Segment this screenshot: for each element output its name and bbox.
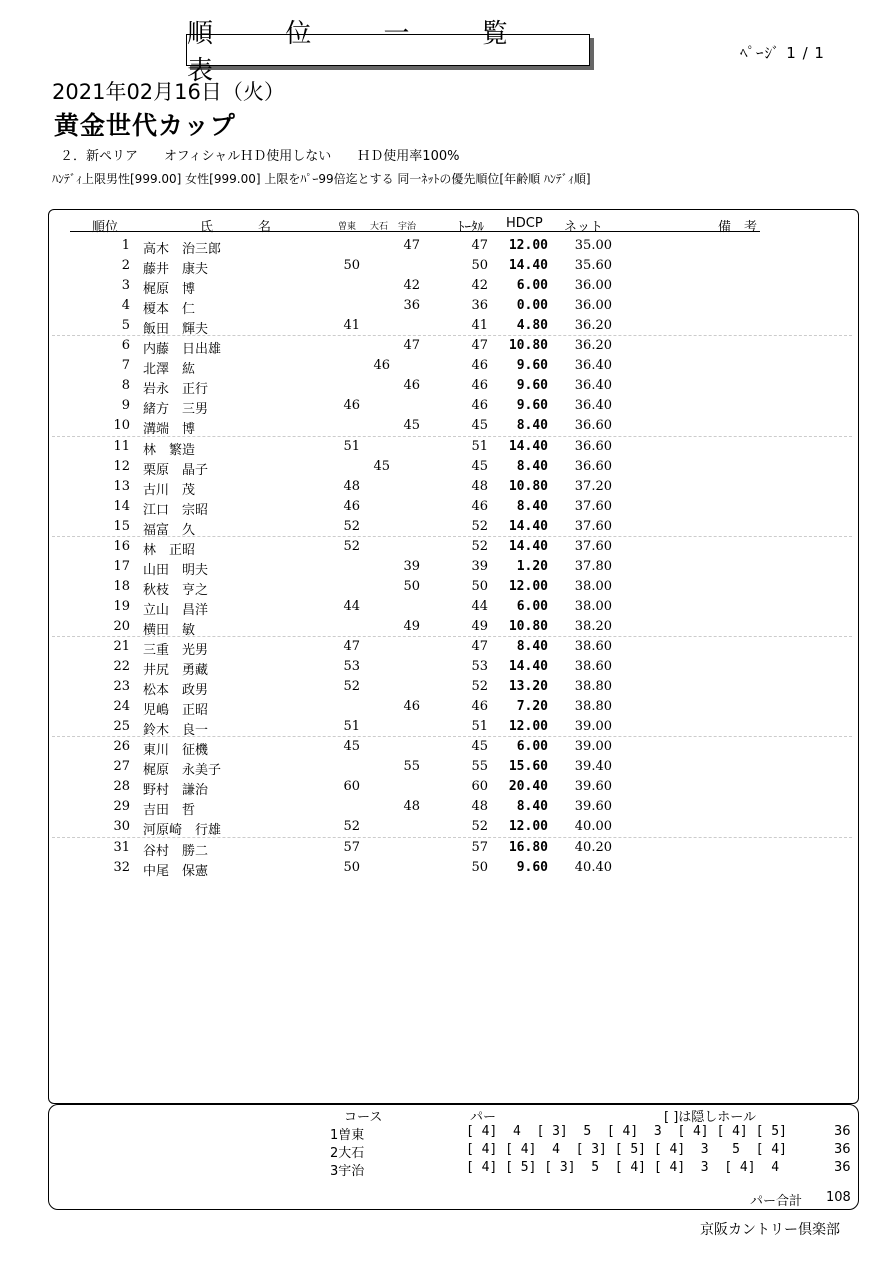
net-cell: 37.80: [574, 558, 612, 574]
total-cell: 47: [471, 338, 488, 354]
course1-score-cell: 41: [343, 318, 360, 334]
total-cell: 42: [471, 278, 488, 294]
table-row: [0, 717, 893, 737]
course1-score-cell: 51: [343, 438, 360, 454]
rank-cell: 18: [113, 578, 130, 594]
name-cell: 秋枝 亨之: [143, 582, 209, 598]
table-row: [0, 617, 893, 637]
col-header-course-3: 宇治: [398, 222, 417, 232]
rank-cell: 28: [113, 779, 130, 795]
rank-cell: 10: [113, 418, 130, 434]
net-cell: 36.40: [574, 358, 612, 374]
rank-cell: 30: [113, 819, 130, 835]
course-total-3: 36: [834, 1160, 851, 1175]
course3-score-cell: 50: [403, 578, 420, 594]
rank-cell: 21: [113, 639, 130, 654]
course1-score-cell: 47: [343, 639, 360, 654]
net-cell: 37.60: [574, 538, 612, 554]
net-cell: 39.40: [574, 759, 612, 775]
hdcp-cell: 14.40: [508, 438, 548, 454]
table-row: [0, 858, 893, 878]
table-row: [0, 838, 893, 858]
hdcp-cell: 12.00: [508, 578, 548, 594]
course-holes-3: [ 4] [ 5] [ 3] 5 [ 4] [ 4] 3 [ 4] 4: [466, 1160, 787, 1175]
course1-score-cell: 60: [343, 779, 360, 795]
course1-score-cell: 57: [343, 839, 360, 855]
rank-cell: 2: [121, 258, 130, 274]
hdcp-cell: 10.80: [508, 338, 548, 354]
name-cell: 立山 昌洋: [143, 602, 209, 618]
rank-cell: 14: [113, 498, 130, 514]
col-header-total: ﾄｰﾀﾙ: [458, 220, 484, 235]
par-label: パー: [470, 1110, 497, 1125]
name-cell: 松本 政男: [143, 683, 209, 699]
net-cell: 36.20: [574, 338, 612, 354]
table-row: [0, 416, 893, 436]
name-cell: 福富 久: [143, 522, 196, 538]
name-cell: 藤井 康夫: [143, 262, 209, 278]
course1-score-cell: 45: [343, 739, 360, 755]
hdcp-cell: 8.40: [516, 799, 548, 815]
hdcp-cell: 12.00: [508, 238, 548, 253]
net-cell: 38.80: [574, 679, 612, 695]
total-cell: 51: [471, 719, 488, 735]
hdcp-cell: 4.80: [516, 318, 548, 334]
hdcp-cell: 9.60: [516, 859, 548, 875]
table-row: [0, 316, 893, 336]
club-name: 京阪カントリー倶楽部: [700, 1222, 840, 1238]
name-cell: 山田 明夫: [143, 562, 209, 578]
net-cell: 38.00: [574, 578, 612, 594]
course3-score-cell: 46: [403, 699, 420, 715]
course1-score-cell: 53: [343, 659, 360, 675]
col-header-hdcp: HDCP: [506, 216, 543, 231]
name-cell: 江口 宗昭: [143, 502, 209, 518]
net-cell: 38.60: [574, 639, 612, 654]
hdcp-cell: 14.40: [508, 258, 548, 274]
rank-cell: 27: [113, 759, 130, 775]
rank-cell: 17: [113, 558, 130, 574]
course3-score-cell: 45: [403, 418, 420, 434]
table-row: [0, 677, 893, 697]
name-cell: 栗原 晶子: [143, 462, 209, 478]
hdcp-cell: 8.40: [516, 458, 548, 474]
table-row: [0, 517, 893, 537]
net-cell: 40.20: [574, 839, 612, 855]
par-total-value: 108: [826, 1190, 851, 1205]
rank-cell: 9: [121, 398, 130, 414]
net-cell: 39.00: [574, 719, 612, 735]
total-cell: 45: [471, 418, 488, 434]
table-row: [0, 477, 893, 497]
course-name-3: 3宇治: [330, 1164, 365, 1179]
table-row: [0, 236, 893, 256]
net-cell: 40.00: [574, 819, 612, 835]
course3-score-cell: 47: [403, 338, 420, 354]
course3-score-cell: 39: [403, 558, 420, 574]
page-title: 順 位 一 覧 表: [186, 34, 590, 66]
name-cell: 谷村 勝二: [143, 843, 209, 859]
net-cell: 39.60: [574, 799, 612, 815]
name-cell: 林 繁造: [143, 442, 196, 458]
rank-cell: 24: [113, 699, 130, 715]
table-row: [0, 457, 893, 477]
col-header-name-2: 名: [258, 220, 272, 235]
total-cell: 46: [471, 398, 488, 414]
hdcp-cell: 1.20: [516, 558, 548, 574]
hdcp-cell: 6.00: [516, 739, 548, 755]
net-cell: 36.20: [574, 318, 612, 334]
name-cell: 北澤 紘: [143, 362, 196, 378]
event-date: 2021年02月16日（火）: [52, 80, 285, 104]
table-row: [0, 396, 893, 416]
total-cell: 52: [471, 679, 488, 695]
course-label: コース: [344, 1110, 383, 1125]
net-cell: 38.00: [574, 598, 612, 614]
hdcp-cell: 16.80: [508, 839, 548, 855]
total-cell: 57: [471, 839, 488, 855]
total-cell: 50: [471, 578, 488, 594]
rank-cell: 29: [113, 799, 130, 815]
name-cell: 梶原 博: [143, 282, 196, 298]
total-cell: 47: [471, 639, 488, 654]
course3-score-cell: 55: [403, 759, 420, 775]
course1-score-cell: 44: [343, 598, 360, 614]
name-cell: 岩永 正行: [143, 382, 209, 398]
hdcp-cell: 8.40: [516, 498, 548, 514]
hdcp-cell: 20.40: [508, 779, 548, 795]
total-cell: 52: [471, 518, 488, 534]
net-cell: 36.40: [574, 378, 612, 394]
rank-cell: 13: [113, 478, 130, 494]
total-cell: 55: [471, 759, 488, 775]
name-cell: 緒方 三男: [143, 402, 209, 418]
hidden-hole-note: [ ]は隠しホール: [664, 1110, 757, 1125]
course3-score-cell: 36: [403, 298, 420, 314]
course1-score-cell: 48: [343, 478, 360, 494]
table-row: [0, 356, 893, 376]
condition-line-2: ﾊﾝﾃﾞｨ上限男性[999.00] 女性[999.00] 上限をﾊﾟｰ99倍迄とする 同一ﾈｯﾄの優先順位[年齢順 ﾊﾝﾃﾞｨ順]: [52, 172, 591, 186]
net-cell: 37.60: [574, 518, 612, 534]
hdcp-cell: 9.60: [516, 398, 548, 414]
rank-cell: 32: [113, 859, 130, 875]
course1-score-cell: 52: [343, 518, 360, 534]
table-row: [0, 657, 893, 677]
net-cell: 35.60: [574, 258, 612, 274]
name-cell: 高木 治三郎: [143, 242, 222, 257]
hdcp-cell: 14.40: [508, 659, 548, 675]
hdcp-cell: 8.40: [516, 418, 548, 434]
course-name-2: 2大石: [330, 1146, 365, 1161]
table-row: [0, 336, 893, 356]
table-row: [0, 577, 893, 597]
course3-score-cell: 46: [403, 378, 420, 394]
table-row: [0, 597, 893, 617]
net-cell: 39.60: [574, 779, 612, 795]
hdcp-cell: 12.00: [508, 819, 548, 835]
total-cell: 39: [471, 558, 488, 574]
course3-score-cell: 49: [403, 618, 420, 634]
name-cell: 内藤 日出雄: [143, 342, 222, 358]
course1-score-cell: 50: [343, 258, 360, 274]
course1-score-cell: 50: [343, 859, 360, 875]
name-cell: 東川 征機: [143, 743, 209, 759]
col-header-course-1: 曽東: [338, 222, 357, 232]
header-divider: [70, 231, 760, 232]
hdcp-cell: 0.00: [516, 298, 548, 314]
net-cell: 36.00: [574, 278, 612, 294]
name-cell: 林 正昭: [143, 542, 196, 558]
col-header-course-2: 大石: [370, 222, 389, 232]
course-holes-2: [ 4] [ 4] 4 [ 3] [ 5] [ 4] 3 5 [ 4]: [466, 1142, 787, 1157]
event-name: 黄金世代カップ: [54, 111, 236, 140]
course-holes-1: [ 4] 4 [ 3] 5 [ 4] 3 [ 4] [ 4] [ 5]: [466, 1124, 787, 1139]
table-row: [0, 797, 893, 817]
name-cell: 児嶋 正昭: [143, 703, 209, 719]
course2-score-cell: 46: [373, 358, 390, 374]
rank-cell: 4: [121, 298, 130, 314]
net-cell: 36.00: [574, 298, 612, 314]
name-cell: 古川 茂: [143, 482, 196, 498]
table-row: [0, 637, 893, 657]
rank-cell: 20: [113, 618, 130, 634]
col-header-rank: 順位: [92, 220, 119, 235]
table-row: [0, 276, 893, 296]
total-cell: 44: [471, 598, 488, 614]
total-cell: 45: [471, 739, 488, 755]
total-cell: 50: [471, 859, 488, 875]
hdcp-cell: 6.00: [516, 278, 548, 294]
total-cell: 45: [471, 458, 488, 474]
total-cell: 46: [471, 358, 488, 374]
total-cell: 49: [471, 618, 488, 634]
total-cell: 53: [471, 659, 488, 675]
total-cell: 41: [471, 318, 488, 334]
name-cell: 井尻 勇藏: [143, 663, 209, 679]
rank-cell: 22: [113, 659, 130, 675]
name-cell: 横田 敏: [143, 622, 196, 638]
table-row: [0, 376, 893, 396]
course-name-1: 1曽東: [330, 1128, 365, 1143]
table-row: [0, 497, 893, 517]
total-cell: 50: [471, 258, 488, 274]
net-cell: 38.60: [574, 659, 612, 675]
net-cell: 38.20: [574, 618, 612, 634]
name-cell: 野村 謙治: [143, 783, 209, 799]
course1-score-cell: 52: [343, 679, 360, 695]
total-cell: 52: [471, 819, 488, 835]
course-total-2: 36: [834, 1142, 851, 1157]
table-row: [0, 817, 893, 837]
hdcp-cell: 9.60: [516, 378, 548, 394]
course3-score-cell: 48: [403, 799, 420, 815]
rank-cell: 19: [113, 598, 130, 614]
table-row: [0, 697, 893, 717]
rank-cell: 5: [121, 318, 130, 334]
col-header-name-1: 氏: [200, 220, 214, 235]
page-number: ﾍﾟｰｼﾞ 1 / 1: [740, 44, 825, 62]
rank-cell: 31: [113, 839, 130, 855]
rank-cell: 23: [113, 679, 130, 695]
condition-line-1: ２．新ペリア オフィシャルＨＤ使用しない ＨＤ使用率100%: [60, 149, 460, 164]
course1-score-cell: 46: [343, 398, 360, 414]
hdcp-cell: 10.80: [508, 618, 548, 634]
rank-cell: 1: [121, 238, 130, 253]
table-row: [0, 437, 893, 457]
course1-score-cell: 52: [343, 819, 360, 835]
name-cell: 榎本 仁: [143, 302, 196, 318]
table-row: [0, 256, 893, 276]
course1-score-cell: 52: [343, 538, 360, 554]
name-cell: 三重 光男: [143, 643, 209, 658]
total-cell: 47: [471, 238, 488, 253]
rank-cell: 15: [113, 518, 130, 534]
name-cell: 中尾 保憲: [143, 863, 209, 879]
course1-score-cell: 46: [343, 498, 360, 514]
hdcp-cell: 15.60: [508, 759, 548, 775]
rank-cell: 16: [113, 538, 130, 554]
table-row: [0, 757, 893, 777]
hdcp-cell: 14.40: [508, 518, 548, 534]
rank-cell: 6: [121, 338, 130, 354]
net-cell: 37.20: [574, 478, 612, 494]
rank-cell: 8: [121, 378, 130, 394]
table-row: [0, 296, 893, 316]
rank-cell: 11: [113, 438, 130, 454]
net-cell: 39.00: [574, 739, 612, 755]
rank-cell: 3: [121, 278, 130, 294]
total-cell: 48: [471, 799, 488, 815]
net-cell: 36.60: [574, 458, 612, 474]
total-cell: 52: [471, 538, 488, 554]
total-cell: 48: [471, 478, 488, 494]
total-cell: 51: [471, 438, 488, 454]
hdcp-cell: 9.60: [516, 358, 548, 374]
par-total-label: パー合計: [750, 1194, 803, 1209]
hdcp-cell: 12.00: [508, 719, 548, 735]
hdcp-cell: 10.80: [508, 478, 548, 494]
net-cell: 37.60: [574, 498, 612, 514]
total-cell: 60: [471, 779, 488, 795]
rank-cell: 7: [121, 358, 130, 374]
table-row: [0, 557, 893, 577]
net-cell: 36.60: [574, 438, 612, 454]
course-total-1: 36: [834, 1124, 851, 1139]
rank-cell: 26: [113, 739, 130, 755]
name-cell: 溝端 博: [143, 422, 196, 438]
hdcp-cell: 8.40: [516, 639, 548, 654]
table-row: [0, 777, 893, 797]
name-cell: 飯田 輝夫: [143, 322, 209, 338]
hdcp-cell: 14.40: [508, 538, 548, 554]
name-cell: 河原崎 行雄: [143, 823, 222, 839]
name-cell: 吉田 哲: [143, 803, 196, 819]
table-row: [0, 737, 893, 757]
course3-score-cell: 47: [403, 238, 420, 253]
name-cell: 鈴木 良一: [143, 723, 209, 739]
course3-score-cell: 42: [403, 278, 420, 294]
rank-cell: 12: [113, 458, 130, 474]
net-cell: 40.40: [574, 859, 612, 875]
name-cell: 梶原 永美子: [143, 763, 222, 779]
course1-score-cell: 51: [343, 719, 360, 735]
col-header-net: ネット: [564, 220, 604, 235]
net-cell: 35.00: [574, 238, 612, 253]
hdcp-cell: 7.20: [516, 699, 548, 715]
col-header-remarks: 備 考: [718, 220, 758, 235]
rank-cell: 25: [113, 719, 130, 735]
total-cell: 36: [471, 298, 488, 314]
course2-score-cell: 45: [373, 458, 390, 474]
net-cell: 38.80: [574, 699, 612, 715]
hdcp-cell: 6.00: [516, 598, 548, 614]
total-cell: 46: [471, 378, 488, 394]
total-cell: 46: [471, 699, 488, 715]
hdcp-cell: 13.20: [508, 679, 548, 695]
net-cell: 36.60: [574, 418, 612, 434]
total-cell: 46: [471, 498, 488, 514]
table-row: [0, 537, 893, 557]
net-cell: 36.40: [574, 398, 612, 414]
